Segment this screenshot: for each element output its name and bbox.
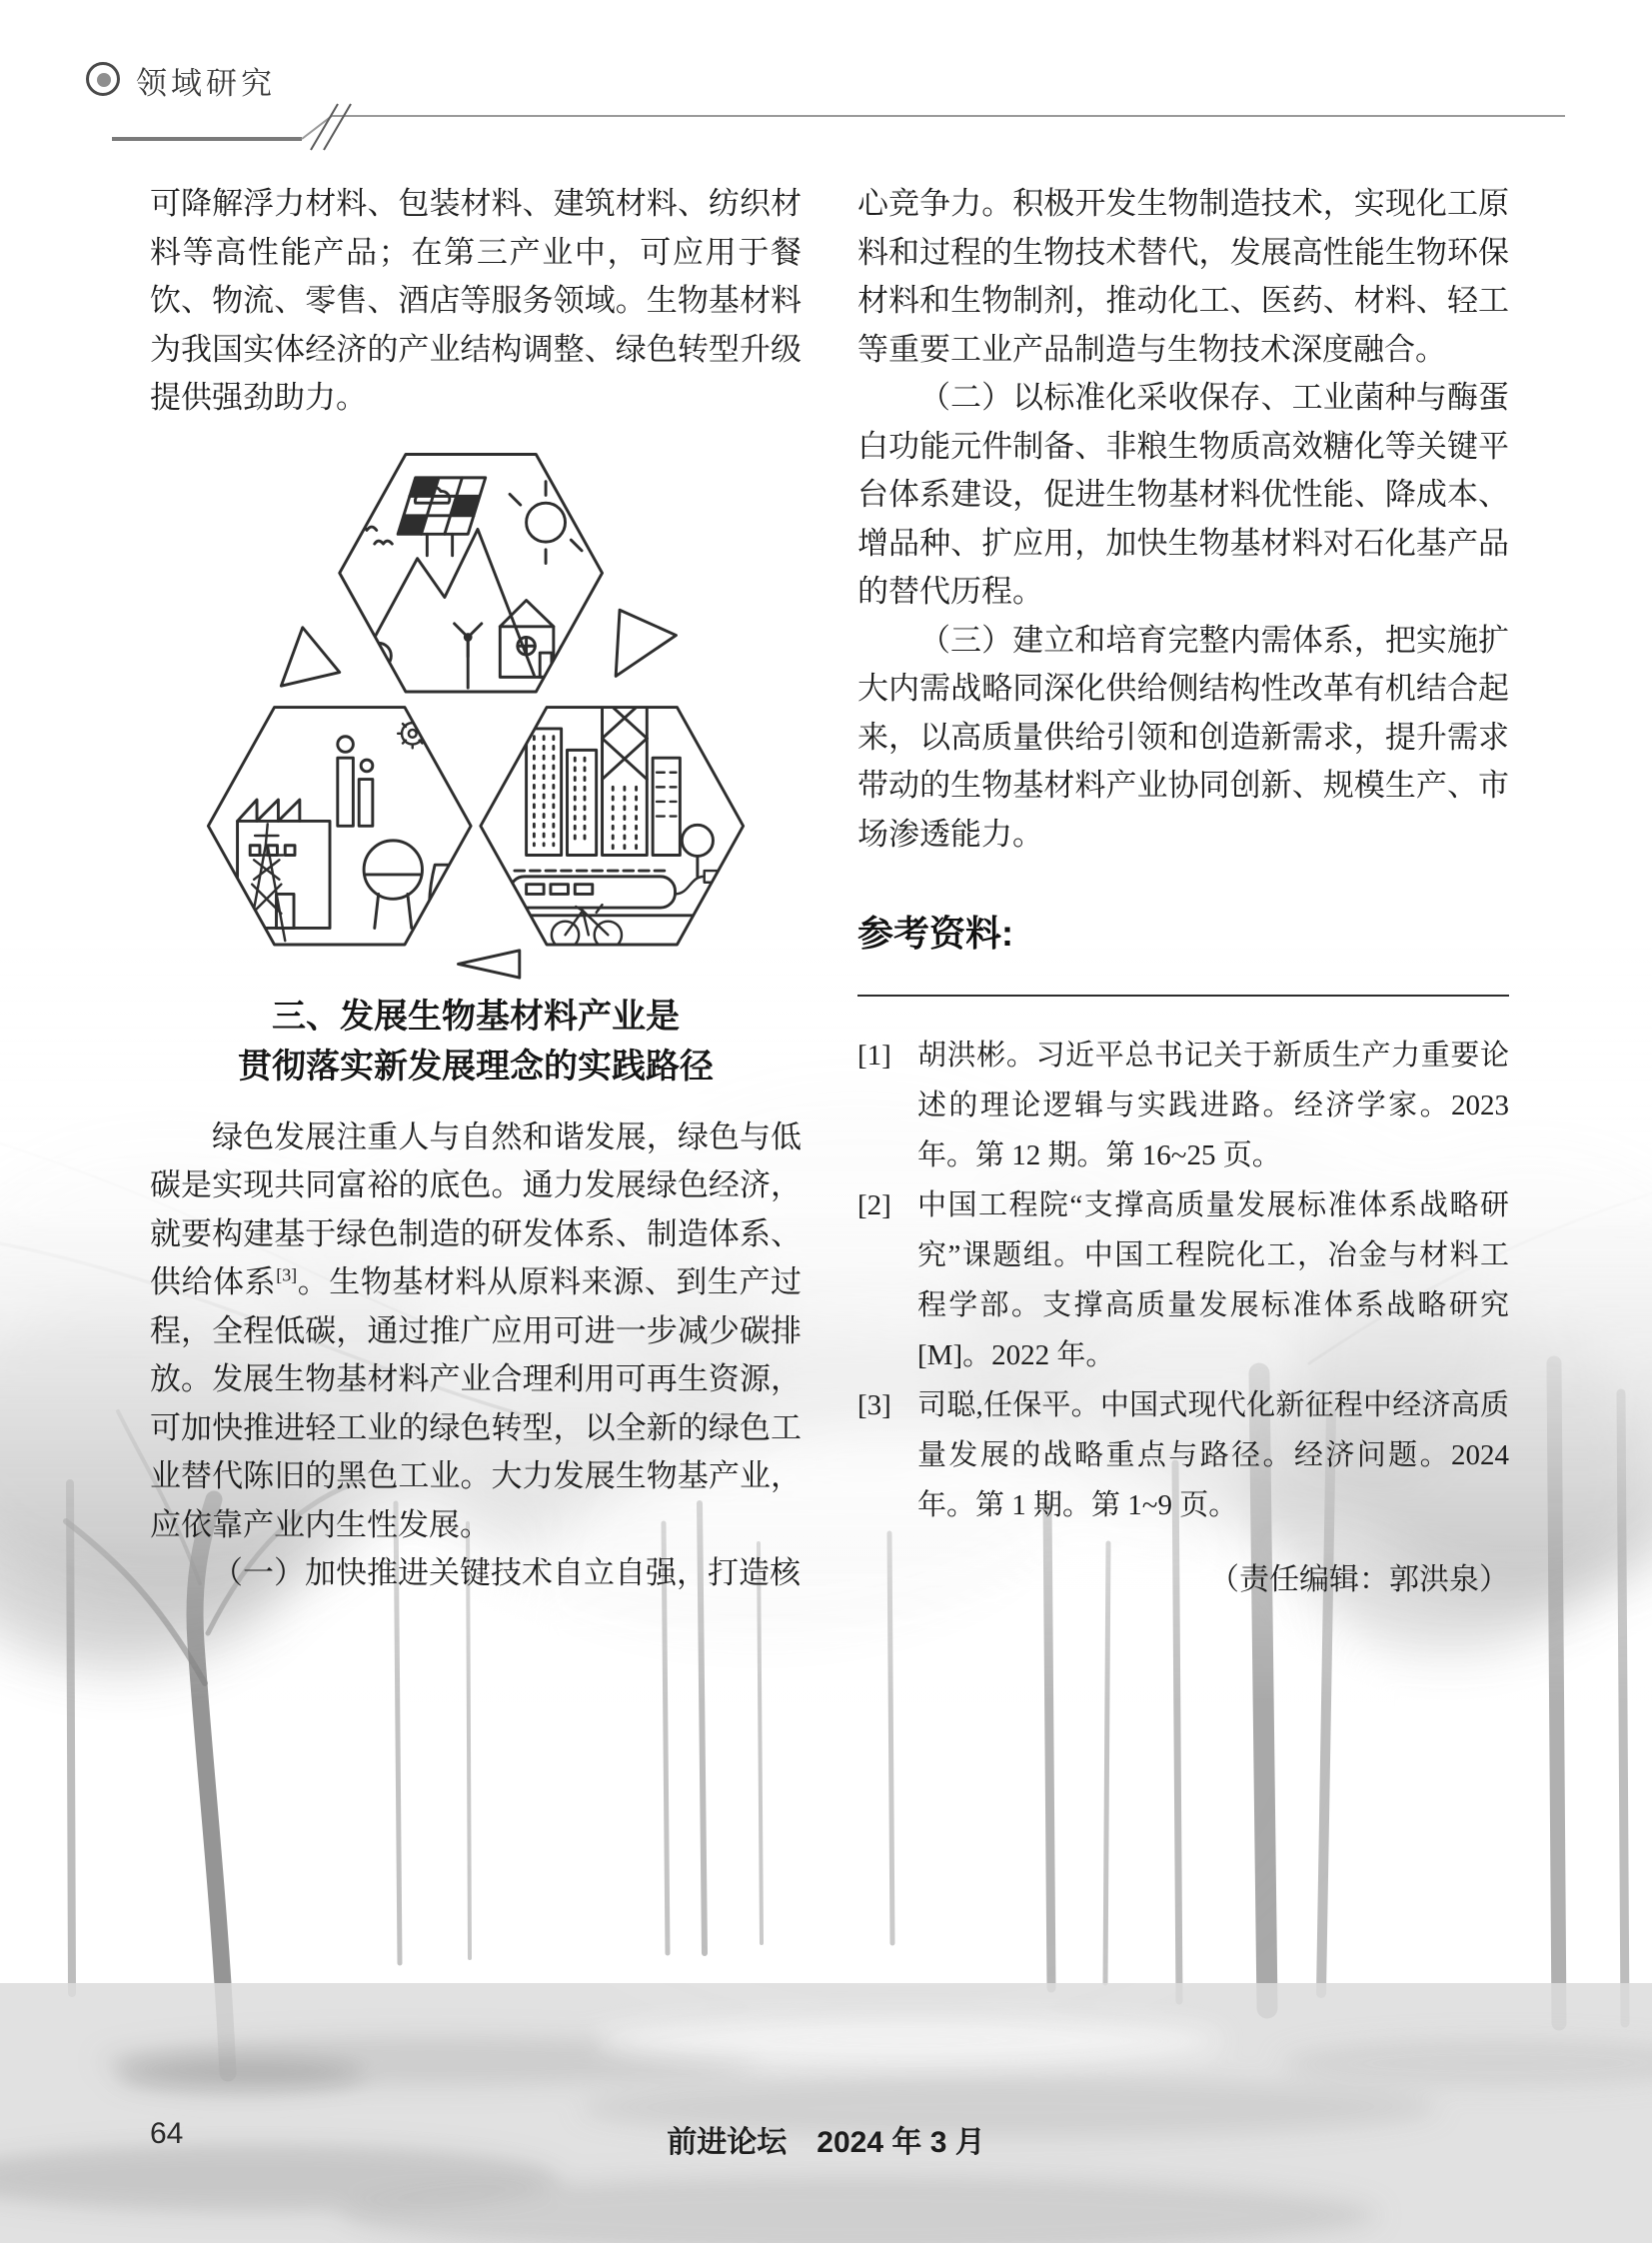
- section-heading: [150, 992, 802, 1092]
- right-paragraph-3: （三）建立和培育完整内需体系，把实施扩大内需战略同深化供给侧结构性改革有机结合起来，以高质量供给引领和创造新需求，提升需求带动的生物基材料产业协同创新、规模生产、市场渗透能力。: [857, 622, 1509, 852]
- ev-plug-icon: [676, 871, 727, 894]
- circular-economy-illustration: [150, 437, 802, 982]
- section-heading-line1: 三、发展生物基材料产业是: [272, 997, 680, 1036]
- left-column: [150, 180, 802, 1598]
- section-bullet-dot-icon: [97, 73, 111, 87]
- left-paragraph-2: [150, 1114, 802, 1550]
- editor-note: （责任编辑：郭洪泉）: [1209, 1563, 1509, 1596]
- right-paragraph-2: （二）以标准化采收保存、工业菌种与酶蛋白功能元件制备、非粮生物质高效糖化等关键平台体系建设，促进生物基材料优性能、降成本、增品种、扩应用，加快生物基材料对石化基产品的替代历程。: [857, 380, 1509, 609]
- gear-icon: [398, 719, 427, 748]
- references-divider: [857, 995, 1509, 997]
- reference-text: 司聪,任保平。中国式现代化新征程中经济高质量发展的战略重点与路径。经济问题。2024 年。第 1 期。第 1~9 页。: [917, 1389, 1509, 1521]
- recycle-bin-icon: [577, 658, 604, 685]
- right-paragraph-1: 心竞争力。积极开发生物制造技术，实现化工原料和过程的生物技术替代，发展高性能生物环保材料和生物制剂，推动化工、医药、材料、轻工等重要工业产品制造与生物技术深度融合。: [857, 186, 1509, 367]
- street-tree-icon: [682, 825, 713, 877]
- reference-number: [2]: [857, 1189, 891, 1221]
- left-paragraph-2-text-cont: 。生物基材料从原料来源、到生产过程，全程低碳，通过推广应用可进一步减少碳排放。发展生物基材料产业合理利用可再生资源，可加快推进轻工业的绿色转型，以全新的绿色工业替代陈旧的黑色工业。大力发展生物基产业，应依靠产业内生性发展。: [150, 1264, 803, 1542]
- footnote-3-marker: [3]: [276, 1264, 298, 1285]
- left-paragraph-1: 可降解浮力材料、包装材料、建筑材料、纺织材料等高性能产品；在第三产业中，可应用于餐饮、物流、零售、酒店等服务领域。生物基材料为我国实体经济的产业结构调整、绿色转型升级提供强劲助力。: [150, 186, 802, 415]
- high-speed-train-icon: [495, 871, 729, 916]
- recycling-loop-icon: [176, 437, 776, 982]
- reference-number: [1]: [857, 1040, 891, 1072]
- reference-number: [3]: [857, 1389, 891, 1421]
- mountains-icon: [354, 529, 534, 675]
- smokestack-icon: [338, 736, 373, 826]
- page-footer: [0, 2117, 1652, 2177]
- section-bullet-icon: [86, 62, 120, 96]
- references-list: [857, 1031, 1509, 1530]
- reference-item: [857, 1031, 1509, 1180]
- bicycle-icon: [552, 905, 622, 949]
- reference-text: 胡洪彬。习近平总书记关于新质生产力重要论述的理论逻辑与实践进路。经济学家。2023 年。第 12 期。第 16~25 页。: [917, 1040, 1509, 1171]
- left-paragraph-2-text: 绿色发展注重人与自然和谐发展，绿色与低碳是实现共同富裕的底色。通力发展绿色经济，就要构建基于绿色制造的研发体系、制造体系、供给体系: [150, 1119, 802, 1299]
- solar-panel-icon: [398, 477, 486, 555]
- wind-turbine-icon: [455, 623, 482, 687]
- reference-item: [857, 1180, 1509, 1380]
- reference-text: 中国工程院“支撑高质量发展标准体系战略研究”课题组。中国工程院化工，冶金与材料工程学部。支撑高质量发展标准体系战略研究[M]。2022 年。: [917, 1189, 1509, 1371]
- journal-issue-line: 前进论坛 2024 年 3 月: [667, 2126, 985, 2159]
- section-label: 领域研究: [136, 66, 276, 101]
- page-number: 64: [150, 2117, 184, 2150]
- factory-icon: [238, 800, 330, 928]
- left-paragraph-3: （一）加快推进关键技术自立自强，打造核: [212, 1555, 801, 1590]
- nature-scene-outline: [340, 454, 603, 691]
- section-heading-line2: 贯彻落实新发展理念的实践路径: [238, 1047, 714, 1086]
- page-header: [0, 0, 1652, 160]
- sun-icon: [510, 481, 589, 563]
- city-buildings-icon: [527, 697, 681, 855]
- right-column: [857, 180, 1509, 1604]
- storage-sphere-icon: [364, 840, 422, 928]
- industry-scene: [238, 719, 493, 943]
- snow-ground: [0, 1983, 1652, 2243]
- cooling-towers-icon: [430, 865, 493, 943]
- recycle-arrow-icons: [281, 610, 676, 978]
- transmission-tower-icon: [248, 824, 285, 941]
- header-rule: [106, 100, 1569, 156]
- references-title: 参考资料:: [857, 913, 1013, 954]
- reference-item: [857, 1380, 1509, 1530]
